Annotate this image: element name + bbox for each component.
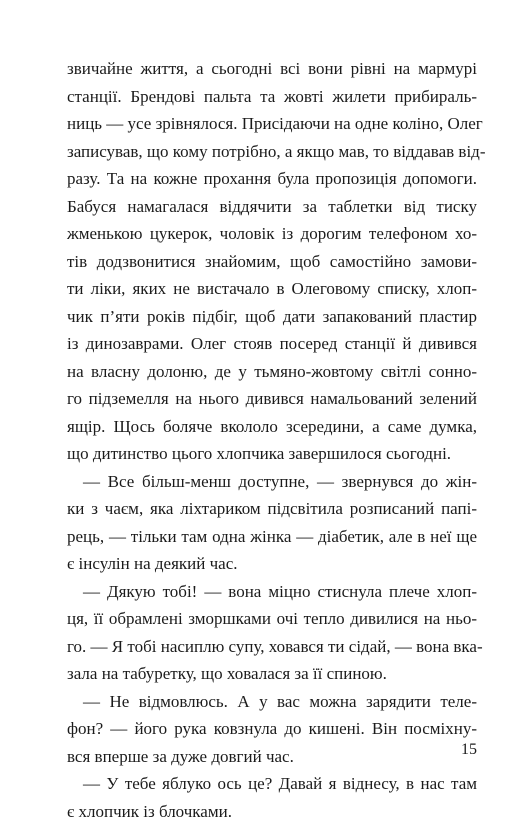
text-line: із динозаврами. Олег стояв посеред станції й дивився [67, 330, 477, 358]
text-line: фон? — його рука ковзнула до кишені. Він посміхну- [67, 715, 477, 743]
text-line: го. — Я тобі насиплю супу, ховався ти сідай, — вона вка- [67, 633, 477, 661]
text-line: ниць — усе зрівнялося. Присідаючи на одне коліно, Олег [67, 110, 477, 138]
text-line: є інсулін на деякий час. [67, 550, 477, 578]
dialogue-line: — Все більш-менш доступне, — звернувся до жін- [67, 468, 477, 496]
text-line: на власну долоню, де у тьмяно-жовтому світлі сонно- [67, 358, 477, 386]
text-line: ки з чаєм, яка ліхтариком підсвітила розписаний папі- [67, 495, 477, 523]
body-text [67, 55, 477, 825]
text-line: разу. Та на кожне прохання була пропозиція допомоги. [67, 165, 477, 193]
dialogue-line: — У тебе яблуко ось це? Давай я віднесу, в нас там [67, 770, 477, 798]
text-line: Бабуся намагалася віддячити за таблетки від тиску [67, 193, 477, 221]
text-line: ти ліки, яких не вистачало в Олеговому списку, хлоп- [67, 275, 477, 303]
text-line: звичайне життя, а сьогодні всі вони рівні на мармурі [67, 55, 477, 83]
text-line: станції. Брендові пальта та жовті жилети прибираль- [67, 83, 477, 111]
text-line: є хлопчик із блочками. [67, 798, 477, 825]
page-number: 15 [461, 740, 477, 760]
text-line: жменькою цукерок, чоловік із дорогим телефоном хо- [67, 220, 477, 248]
text-line: що дитинство цього хлопчика завершилося сьогодні. [67, 440, 477, 468]
text-line: тів додзвонитися знайомим, щоб самостійно замови- [67, 248, 477, 276]
dialogue-line: — Не відмовлюсь. А у вас можна зарядити теле- [67, 688, 477, 716]
text-line: вся вперше за дуже довгий час. [67, 743, 477, 771]
text-line: зала на табуретку, що ховалася за її спиною. [67, 660, 477, 688]
text-line: рець, — тільки там одна жінка — діабетик, але в неї ще [67, 523, 477, 551]
text-line: ця, її обрамлені зморшками очі тепло дивилися на ньо- [67, 605, 477, 633]
text-line: го підземелля на нього дивився намальований зелений [67, 385, 477, 413]
dialogue-line: — Дякую тобі! — вона міцно стиснула плече хлоп- [67, 578, 477, 606]
text-line: чик п’яти років підбіг, щоб дати запакований пластир [67, 303, 477, 331]
text-line: записував, що кому потрібно, а якщо мав, то віддавав від- [67, 138, 477, 166]
text-line: ящір. Щось боляче вкололо зсередини, а саме думка, [67, 413, 477, 441]
